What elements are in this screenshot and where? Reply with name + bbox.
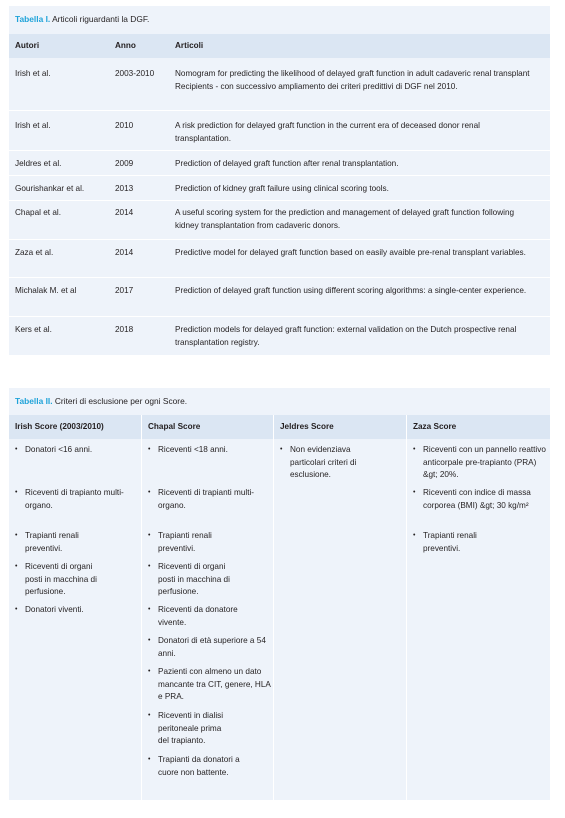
table-1 [9,6,550,355]
row-year: 2010 [115,121,134,130]
row-article: A risk prediction for delayed graft function in the current era of deceased donor renal transplantation. [175,121,480,143]
row-year: 2017 [115,286,134,295]
row-year: 2014 [115,208,134,217]
zaza-criteria-column [413,439,547,800]
table-1-caption-label: Tabella I. [15,14,51,24]
header-chapal-score: Chapal Score [148,422,201,431]
table-1-caption [15,14,149,24]
header-zaza-score: Zaza Score [413,422,457,431]
table-2-caption-text: Criteri di esclusione per ogni Score. [52,396,188,406]
row-article: Prediction of kidney graft failure using clinical scoring tools. [175,184,389,193]
table-row [9,176,550,200]
column-divider [406,415,407,800]
row-article: A useful scoring system for the prediction and management of delayed graft function following kidney transplantation from cadaveric donors. [175,208,515,230]
list-item: • Riceventi di trapianti multi-organo. [148,487,258,512]
row-author: Gourishankar et al. [15,184,85,193]
row-author: Jeldres et al. [15,159,62,168]
list-item: • Riceventi da donatore vivente. [148,604,262,629]
row-author: Irish et al. [15,69,51,78]
list-item: • Donatori di età superiore a 54 anni. [148,635,268,660]
row-year: 2014 [115,248,134,257]
row-article: Prediction models for delayed graft function: external validation on the Dutch prospective renal transplantation registry. [175,325,517,347]
jeldres-criteria-column [280,439,404,800]
row-author: Zaza et al. [15,248,54,257]
header-autori: Autori [15,41,40,50]
chapal-criteria-column [148,439,272,800]
list-item: • Trapianti renali preventivi. [15,530,99,555]
row-author: Chapal et al. [15,208,61,217]
table-row [9,60,550,110]
table-row [9,151,550,175]
list-item: • Trapianti da donatori a cuore non battente. [148,754,262,779]
header-articoli: Articoli [175,41,204,50]
header-irish-score: Irish Score (2003/2010) [15,422,104,431]
row-article: Predictive model for delayed graft function based on easily avaible pre-renal transplant variables. [175,248,526,257]
row-year: 2013 [115,184,134,193]
table-1-header [9,34,550,58]
table-2-caption [15,396,187,406]
column-divider [141,415,142,800]
list-item: • Riceventi <18 anni. [148,444,268,457]
row-article: Prediction of delayed graft function using different scoring algorithms: a single-center experience. [175,286,527,295]
list-item: • Riceventi in dialisi peritoneale prima del trapianto. [148,710,232,748]
list-item: • Non evidenziava particolari criteri di esclusione. [280,444,374,482]
row-author: Kers et al. [15,325,52,334]
row-year: 2003-2010 [115,69,155,78]
table-row [9,278,550,316]
list-item: • Riceventi con indice di massa corporea (BMI) &gt; 30 kg/m² [413,487,547,512]
list-item: • Trapianti renali preventivi. [413,530,497,555]
table-1-caption-text: Articoli riguardanti la DGF. [50,14,150,24]
table-row [9,201,550,239]
row-year: 2009 [115,159,134,168]
list-item: • Donatori <16 anni. [15,444,135,457]
table-row [9,317,550,355]
row-article: Nomogram for predicting the likelihood of delayed graft function in adult cadaveric renal transplant Recipients - con successivo ampliamento dei criteri predittivi di DGF nel 2010. [175,69,530,91]
list-item: • Riceventi di trapianto multi-organo. [15,487,125,512]
table-row [9,240,550,277]
list-item: • Trapianti renali preventivi. [148,530,232,555]
column-divider [273,415,274,800]
row-article: Prediction of delayed graft function after renal transplantation. [175,159,399,168]
row-author: Michalak M. et al [15,286,77,295]
list-item: • Riceventi di organi posti in macchina di perfusione. [15,561,99,599]
list-item: • Pazienti con almeno un dato mancante tra CIT, genere, HLA e PRA. [148,666,272,704]
table-2-caption-label: Tabella II. [15,396,53,406]
table-2-header [9,415,550,439]
row-author: Irish et al. [15,121,51,130]
irish-criteria-column [15,439,139,800]
header-jeldres-score: Jeldres Score [280,422,334,431]
row-year: 2018 [115,325,134,334]
table-2 [9,388,550,800]
list-item: • Riceventi di organi posti in macchina di perfusione. [148,561,232,599]
list-item: • Donatori viventi. [15,604,135,617]
list-item: • Riceventi con un pannello reattivo anticorpale pre-trapianto (PRA) &gt; 20%. [413,444,547,482]
header-anno: Anno [115,41,136,50]
table-row [9,111,550,150]
